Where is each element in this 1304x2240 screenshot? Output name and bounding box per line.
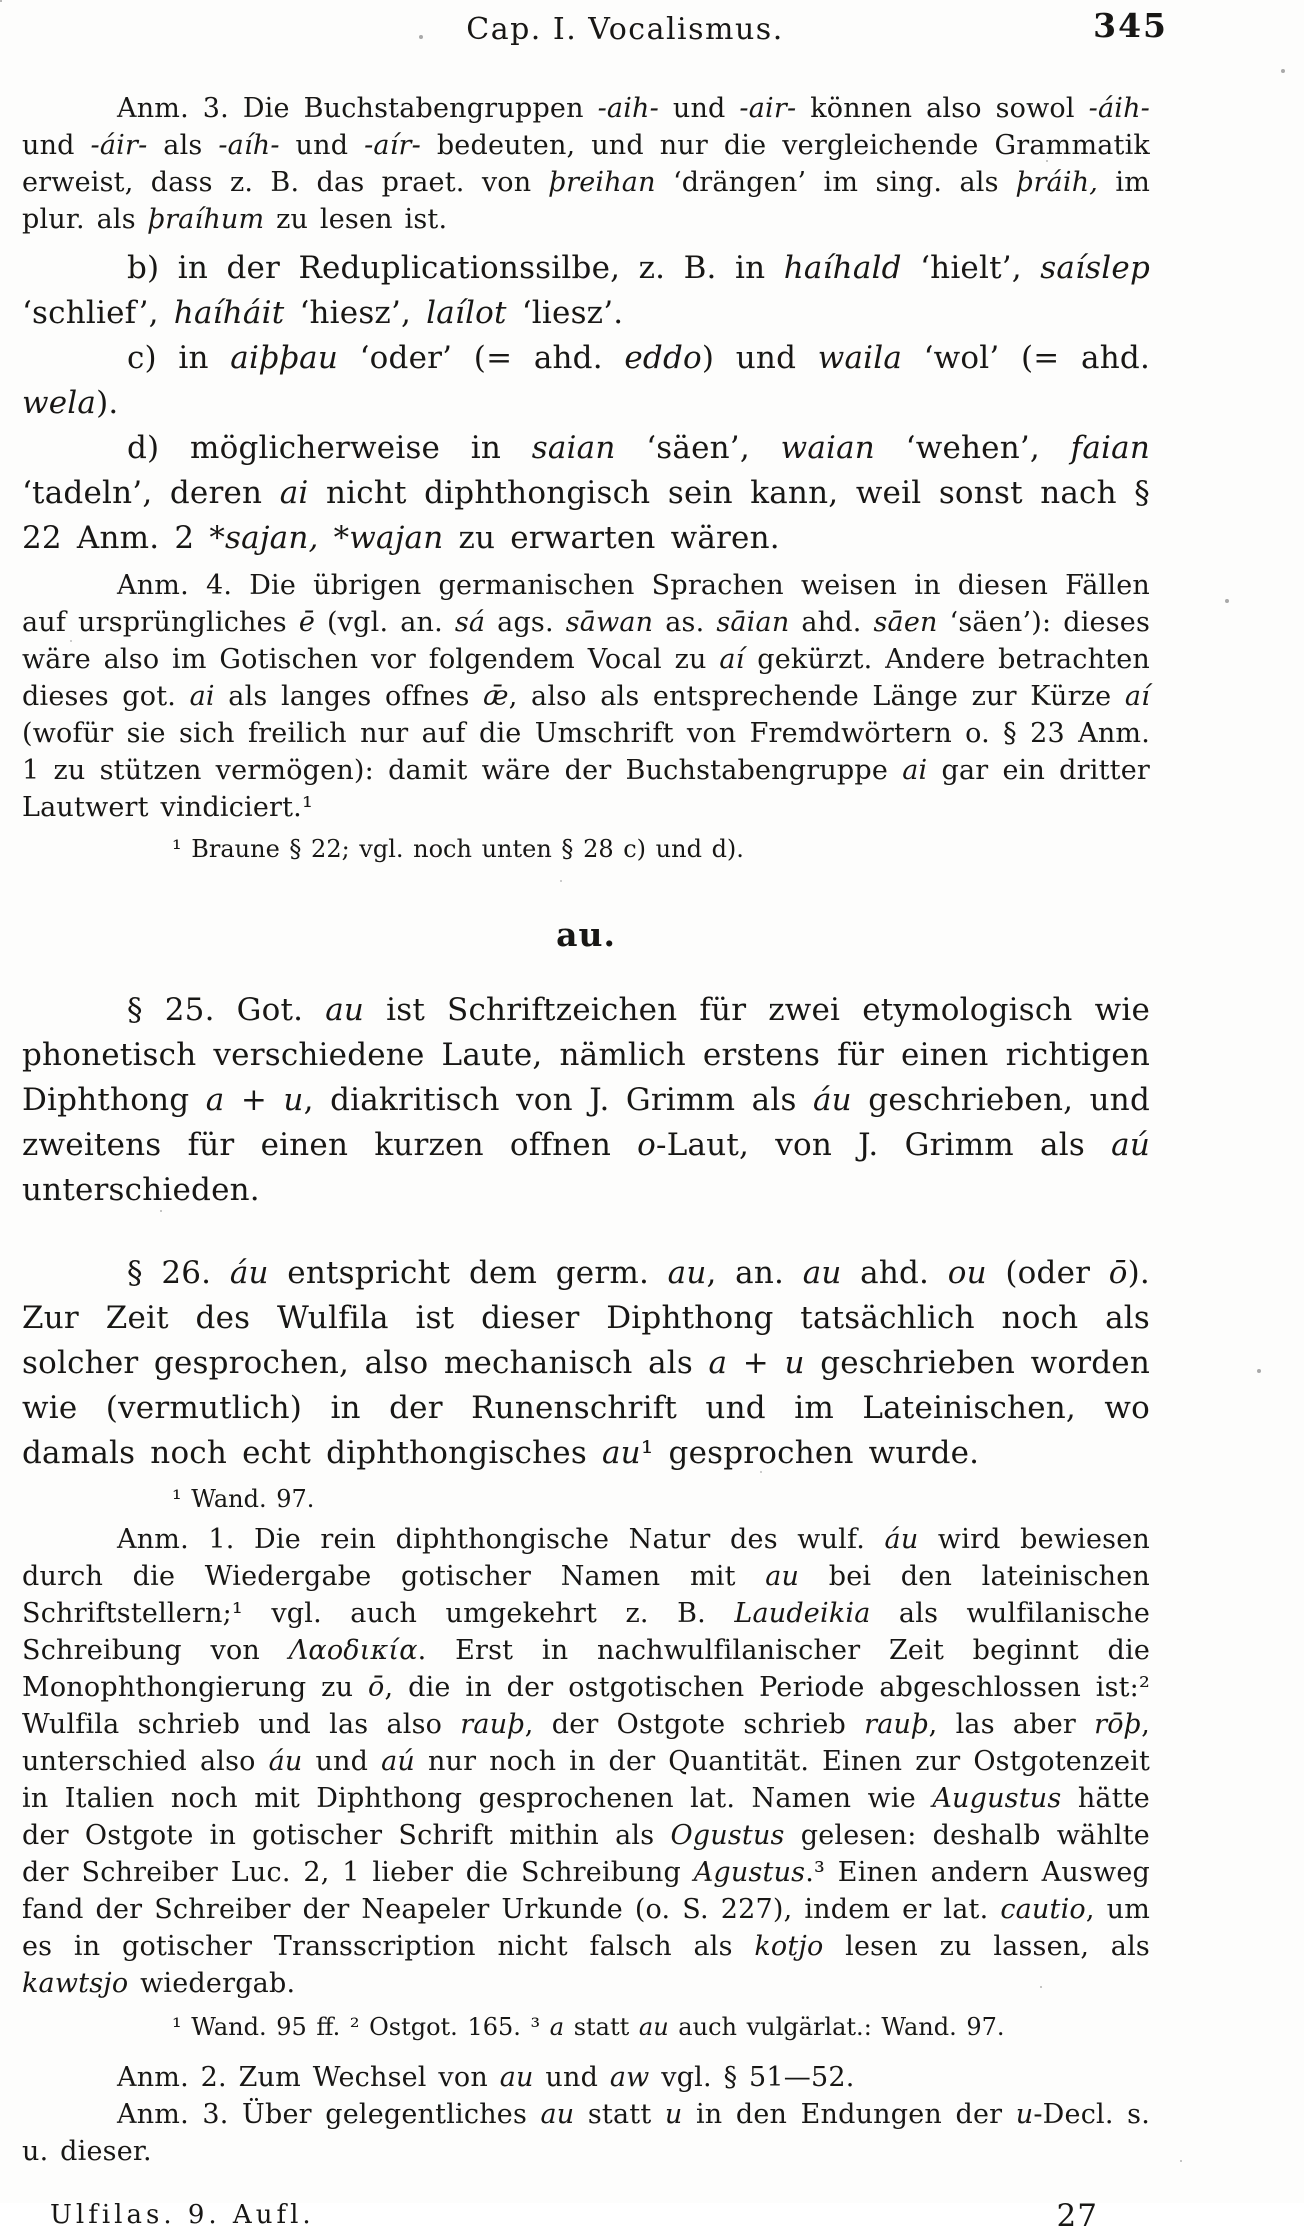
paragraph-26: § 26. áu entspricht dem germ. au, an. au ahd. ou (oder ō). Zur Zeit des Wulfila ist dieser Diphthong tatsächlich noch als solcher gesprochen, also mechanisch als a + u geschrieben worden wie (vermutlich) in der Runenschrift und im Lateinischen, wo damals noch echt diphthongisches au¹ gesprochen wurde. [22,1255,1150,1471]
paragraph-anm-3-bottom: Anm. 3. Über gelegentliches au statt u in den Endungen der u-Decl. s. u. dieser. [22,2099,1150,2167]
page-header [22,0,1168,64]
footnote-braune: ¹ Braune § 22; vgl. noch unten § 28 c) und d). [172,835,744,863]
paragraph-anm-3-top: Anm. 3. Die Buchstabengruppen -aih- und -air- können also sowol -áih- und -áir- als -aíh- und -aír- bedeuten, und nur die vergleichende Grammatik erweist, dass z. B. das praet. von þreihan ‘drängen’ im sing. als þráih, im plur. als þraíhum zu lesen ist. [22,93,1150,235]
footnote-row: ¹ Wand. 95 ff. ² Ostgot. 165. ³ a statt au auch vulgärlat.: Wand. 97. [172,2013,1005,2041]
paragraph-item-c: c) in aiþþau ‘oder’ (= ahd. eddo) und waila ‘wol’ (= ahd. wela). [22,340,1151,421]
chapter-heading: Cap. I. Vocalismus. [466,12,784,47]
section-heading-au: au. [556,915,616,954]
paragraph-item-b: b) in der Reduplicationssilbe, z. B. in haíhald ‘hielt’, saíslep ‘schlief’, haíháit ‘hiesz’, laílot ‘liesz’. [22,250,1150,331]
page-footer [22,2200,1150,2240]
sheet-number: 27 [1056,2198,1098,2234]
paragraph-anm-1: Anm. 1. Die rein diphthongische Natur des wulf. áu wird bewiesen durch die Wiedergabe gotischer Namen mit au bei den lateinischen Schriftstellern;¹ vgl. auch umgekehrt z. B. Laudeikia als wulfilanische Schreibung von Λαοδικία. Erst in nachwulfilanischer Zeit beginnt die Monophthongierung zu ō, die in der ostgotischen Periode abgeschlossen ist:² Wulfila schrieb und las also rauþ, der Ostgote schrieb rauþ, las aber rōþ, unterschied also áu und aú nur noch in der Quantität. Einen zur Ostgotenzeit in Italien noch mit Diphthong gesprochenen lat. Namen wie Augustus hätte der Ostgote in gotischer Schrift mithin als Ogustus gelesen: deshalb wählte der Schreiber Luc. 2, 1 lieber die Schreibung Agustus.³ Einen andern Ausweg fand der Schreiber der Neapeler Urkunde (o. S. 227), indem er lat. cautio, um es in gotischer Transscription nicht falsch als kotjo lesen zu lassen, als kawtsjo wiedergab. [22,1524,1151,1999]
paragraph-25: § 25. Got. au ist Schriftzeichen für zwei etymologisch wie phonetisch verschiedene Laute, nämlich erstens für einen richtigen Diphthong a + u, diakritisch von J. Grimm als áu geschrieben, und zweitens für einen kurzen offnen o-Laut, von J. Grimm als aú unterschieden. [22,992,1150,1208]
page-number: 345 [1093,6,1168,45]
paragraph-anm-2: Anm. 2. Zum Wechsel von au und aw vgl. § 51—52. [117,2062,855,2093]
text-block [22,0,1168,2240]
edition-signature: Ulfilas. 9. Aufl. [50,2200,315,2230]
paragraph-anm-4: Anm. 4. Die übrigen germanischen Sprachen weisen in diesen Fällen auf ursprüngliches ē (vgl. an. sá ags. sāwan as. sāian ahd. sāen ‘säen’): dieses wäre also im Gotischen vor folgendem Vocal zu aí gekürzt. Andere betrachten dieses got. ai als langes offnes ǣ, also als entsprechende Länge zur Kürze aí (wofür sie sich freilich nur auf die Umschrift von Fremdwörtern o. § 23 Anm. 1 zu stützen vermögen): damit wäre der Buchstabengruppe ai gar ein dritter Lautwert vindiciert.¹ [22,570,1151,823]
footnote-wand-97: ¹ Wand. 97. [172,1485,315,1513]
scan-noise [0,0,2,2]
paragraph-item-d: d) möglicherweise in saian ‘säen’, waian ‘wehen’, faian ‘tadeln’, deren ai nicht diphthongisch sein kann, weil sonst nach § 22 Anm. 2 *sajan, *wajan zu erwarten wären. [22,430,1150,556]
